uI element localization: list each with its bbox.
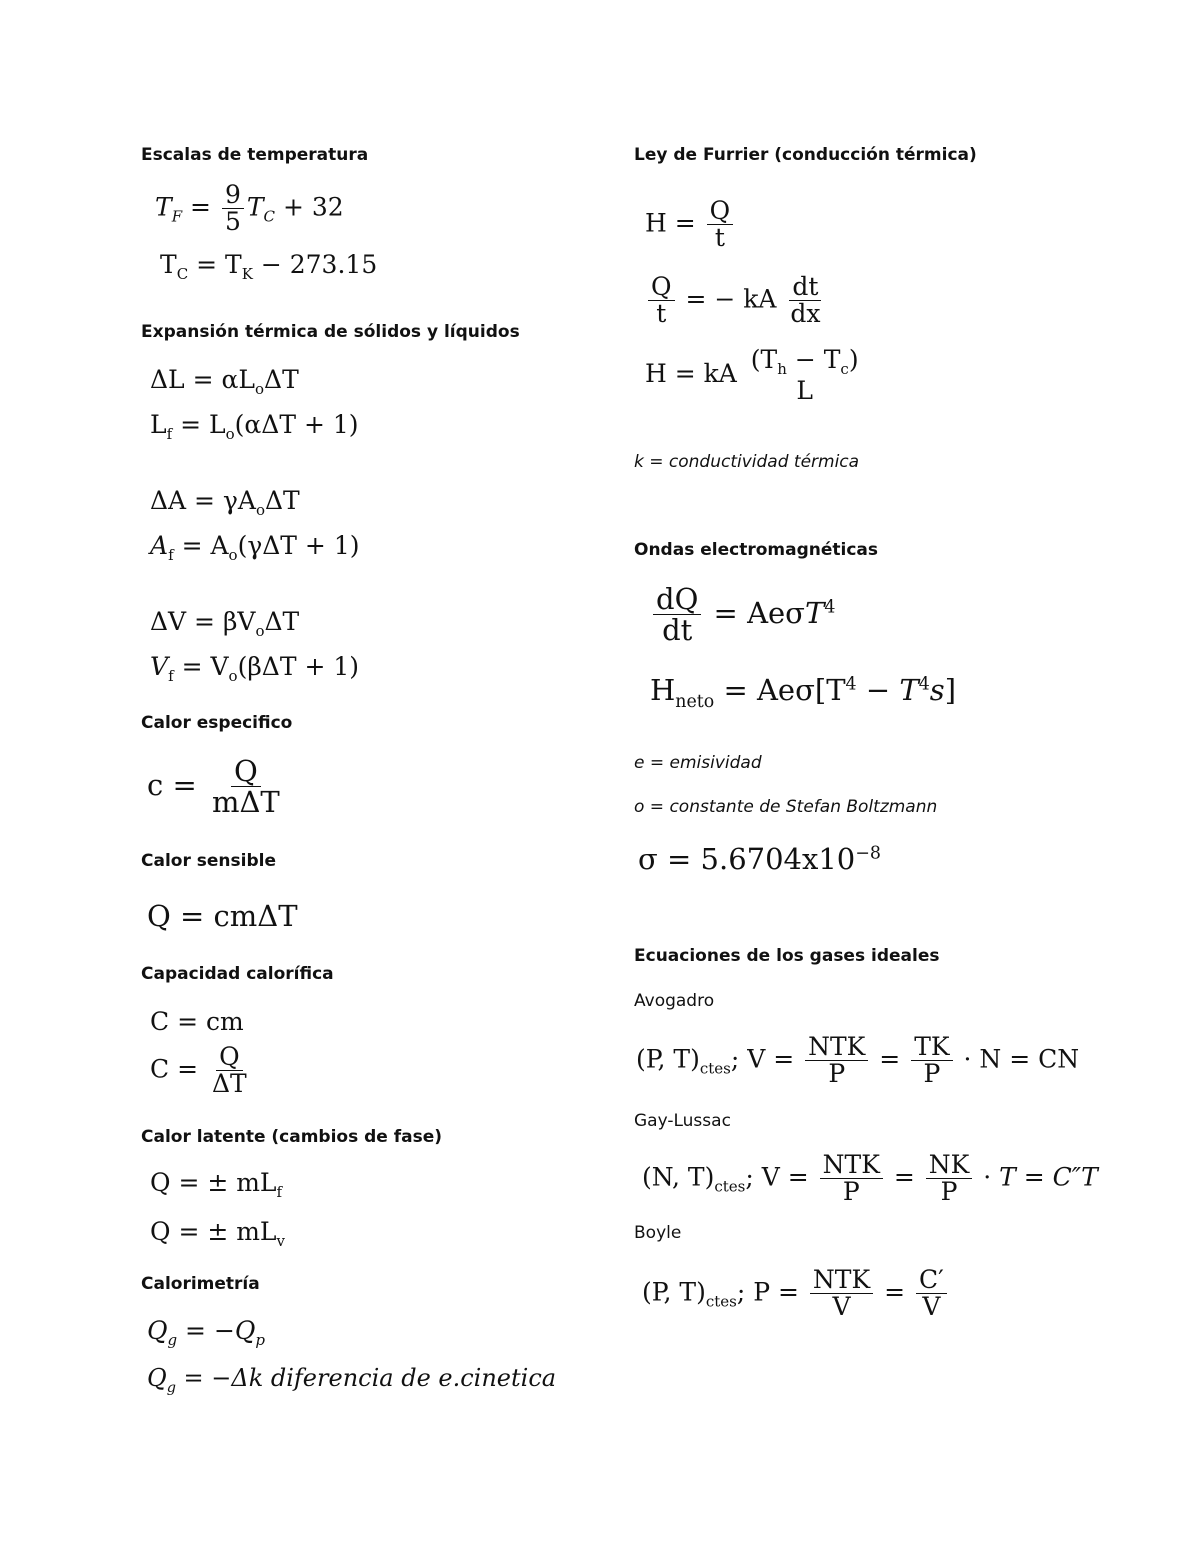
expansion-heading: Expansión térmica de sólidos y líquidos xyxy=(141,322,520,342)
fourier-differential-formula: $\frac{Q}{t}$ = − kA $\frac{dt}{dx}$ xyxy=(645,274,827,328)
calorimetry-formula-2: $Q_g = -\Delta k$ diferencia de e.cinetica xyxy=(147,1364,557,1396)
emissivity-note: e = emisividad xyxy=(634,753,762,773)
specific-heat-heading: Calor especifico xyxy=(141,713,293,733)
latent-heat-heading: Calor latente (cambios de fase) xyxy=(141,1127,443,1147)
calorimetry-heading: Calorimetría xyxy=(141,1274,260,1294)
fourier-rod-formula: H = kA $(T_h - T_c)$ L xyxy=(645,345,859,405)
k-note: k = conductividad térmica xyxy=(634,452,860,472)
latent-fusion-formula: Q = ± $mL_f$ xyxy=(150,1168,283,1201)
specific-heat-formula: c = $\frac{Q}{\text{mΔT}}$ xyxy=(147,754,280,820)
boyle-formula: (P, $T)_{ctes}$; P = $\frac{\text{NTK}}{V}$ = $\frac{C'}{V}$ xyxy=(642,1267,950,1321)
linear-final-length-formula: $L_f = L_o(\alpha\Delta T + 1)$ xyxy=(150,410,359,443)
em-waves-heading: Ondas electromagnéticas xyxy=(634,540,878,560)
area-expansion-formula: $\Delta A = \gamma A_o\Delta T$ xyxy=(150,486,300,519)
volume-final-formula: $V_f = V_o(\beta\Delta T + 1)$ xyxy=(150,652,359,685)
fahrenheit-formula: $T_F$ = $\frac{9}{5}$ $T_C + 32$ xyxy=(155,180,344,237)
sigma-value-formula: $\sigma = 5.6704x10^{-8}$ xyxy=(638,842,881,876)
linear-expansion-formula: $\Delta L = \alpha L_o\Delta T$ xyxy=(150,365,299,398)
celsius-kelvin-formula: $T_C = T_K - 273.15$ xyxy=(160,250,378,283)
area-final-formula: $A_f = A_o(\gamma\Delta T + 1)$ xyxy=(150,531,360,564)
avogadro-label: Avogadro xyxy=(634,991,715,1011)
gay-lussac-formula: (N, $T)_{ctes}$; V = $\frac{\text{NTK}}{P}$ = $\frac{NK}{P}$ · T = C″T xyxy=(642,1150,1098,1207)
volume-expansion-formula: $\Delta V = \beta V_o\Delta T$ xyxy=(150,607,300,640)
heat-capacity-formula-2: C = $\frac{Q}{\Delta T}$ xyxy=(150,1042,247,1099)
radiation-rate-formula: $\frac{dQ}{dt}$ = AeσT$^4$ xyxy=(650,584,835,646)
sensible-heat-formula: Q = cmΔT xyxy=(147,899,298,933)
latent-vaporization-formula: Q = ± $mL_v$ xyxy=(150,1217,286,1250)
sensible-heat-heading: Calor sensible xyxy=(141,851,276,871)
fourier-heading: Ley de Furrier (conducción térmica) xyxy=(634,145,977,165)
gay-lussac-label: Gay-Lussac xyxy=(634,1111,731,1131)
temperature-scales-heading: Escalas de temperatura xyxy=(141,145,369,165)
heat-capacity-heading: Capacidad calorífica xyxy=(141,964,334,984)
net-radiation-formula: $H_{neto} = Ae\sigma[T^4 - T^4s]$ xyxy=(650,673,957,712)
stefan-boltzmann-note: o = constante de Stefan Boltzmann xyxy=(634,797,938,817)
calorimetry-formula-1: $Q_g = -Q_p$ xyxy=(147,1316,266,1349)
ideal-gas-heading: Ecuaciones de los gases ideales xyxy=(634,946,940,966)
boyle-label: Boyle xyxy=(634,1223,682,1243)
heat-current-formula: H = $\frac{Q}{t}$ xyxy=(645,198,736,252)
heat-capacity-formula-1: C = cm xyxy=(150,1007,244,1036)
avogadro-formula: (P, $T)_{ctes}$; V = $\frac{\text{NTK}}{P}$ = $\frac{TK}{P}$ · N = CN xyxy=(636,1032,1080,1089)
